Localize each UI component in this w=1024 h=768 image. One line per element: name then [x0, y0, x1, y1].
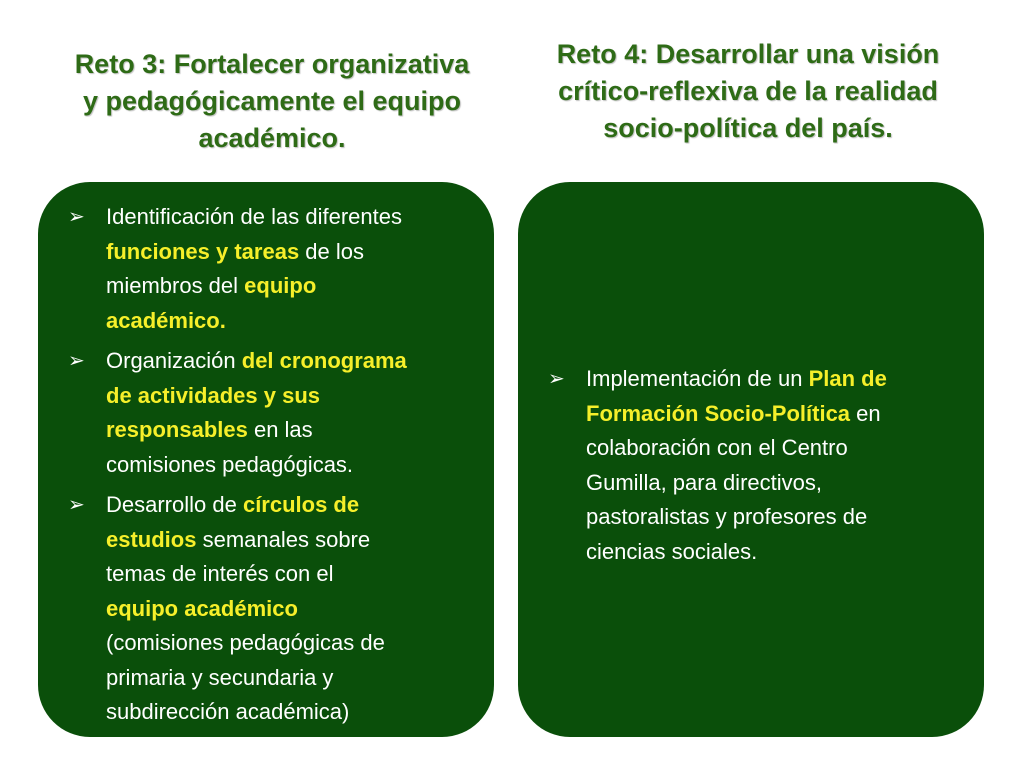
challenge-4-panel: [518, 182, 984, 737]
bullet-text: comisiones pedagógicas.: [106, 451, 354, 477]
challenge-4-heading: [504, 36, 992, 147]
challenge-3-panel: [38, 182, 494, 737]
bullet-line: [106, 557, 470, 592]
bullet-item: [68, 344, 470, 482]
highlighted-text: círculos de: [242, 492, 360, 517]
arrow-right-bullet-icon: ➢: [548, 368, 565, 390]
bullet-text: primaria y secundaria y: [106, 664, 334, 690]
highlighted-text: académico.: [106, 307, 226, 333]
bullet-line: [586, 535, 960, 570]
heading-line: Reto 3: Fortalecer organizativa: [74, 49, 470, 79]
bullet-text: subdirección académica): [106, 699, 350, 724]
highlighted-text: equipo académico: [106, 595, 298, 621]
bullet-text: de los: [299, 238, 365, 264]
highlighted-text: estudios: [106, 526, 197, 552]
highlighted-text: responsables: [106, 417, 248, 442]
bullet-item: [548, 362, 960, 569]
bullet-text: miembros del: [106, 273, 245, 298]
bullet-line: [106, 379, 470, 414]
bullet-line: [106, 304, 470, 339]
bullet-line: [586, 397, 960, 432]
bullet-line: [106, 344, 470, 379]
bullet-line: [106, 488, 470, 523]
bullet-line: [106, 235, 470, 270]
bullet-line: [586, 500, 960, 535]
heading-line: y pedagógicamente el equipo: [82, 86, 462, 116]
bullet-line: [106, 661, 470, 696]
bullet-line: [106, 626, 470, 661]
heading-line: socio-política del país.: [603, 113, 893, 143]
highlighted-text: equipo: [244, 273, 317, 298]
bullet-line: [586, 466, 960, 501]
bullet-line: [106, 448, 470, 483]
challenge-3-heading: [32, 46, 512, 157]
bullet-text: Organización: [106, 348, 242, 373]
highlighted-text: Plan de: [808, 366, 887, 391]
bullet-text: temas de interés con el: [106, 561, 334, 586]
bullet-line: [586, 431, 960, 466]
bullet-line: [106, 413, 470, 448]
bullet-line: [106, 200, 470, 235]
bullet-text: Desarrollo de: [106, 492, 243, 517]
arrow-right-bullet-icon: ➢: [68, 350, 85, 372]
bullet-text: semanales sobre: [196, 526, 371, 552]
highlighted-text: Formación Socio-Política: [586, 400, 851, 426]
bullet-item: [68, 488, 470, 730]
bullet-text: en las: [247, 417, 313, 442]
bullet-text: (comisiones pedagógicas de: [106, 630, 385, 655]
bullet-text: colaboración con el Centro: [586, 435, 848, 460]
bullet-line: [106, 592, 470, 627]
bullet-text: Identificación de las diferentes: [106, 204, 402, 229]
bullet-line: [106, 523, 470, 558]
arrow-right-bullet-icon: ➢: [68, 206, 85, 228]
heading-line: Reto 4: Desarrollar una visión: [556, 39, 940, 69]
bullet-text: Gumilla, para directivos,: [586, 469, 822, 495]
heading-line: crítico-reflexiva de la realidad: [558, 76, 938, 106]
bullet-text: ciencias sociales.: [586, 538, 758, 564]
bullet-text: en: [850, 400, 881, 426]
bullet-line: [106, 695, 470, 730]
heading-line: académico.: [198, 123, 346, 153]
highlighted-text: del cronograma: [241, 348, 407, 373]
bullet-text: pastoralistas y profesores de: [586, 504, 868, 529]
arrow-right-bullet-icon: ➢: [68, 494, 85, 516]
highlighted-text: de actividades y sus: [106, 382, 320, 408]
bullet-item: [68, 200, 470, 338]
highlighted-text: funciones y tareas: [106, 238, 300, 264]
bullet-text: Implementación de un: [586, 366, 809, 391]
bullet-line: [586, 362, 960, 397]
bullet-line: [106, 269, 470, 304]
